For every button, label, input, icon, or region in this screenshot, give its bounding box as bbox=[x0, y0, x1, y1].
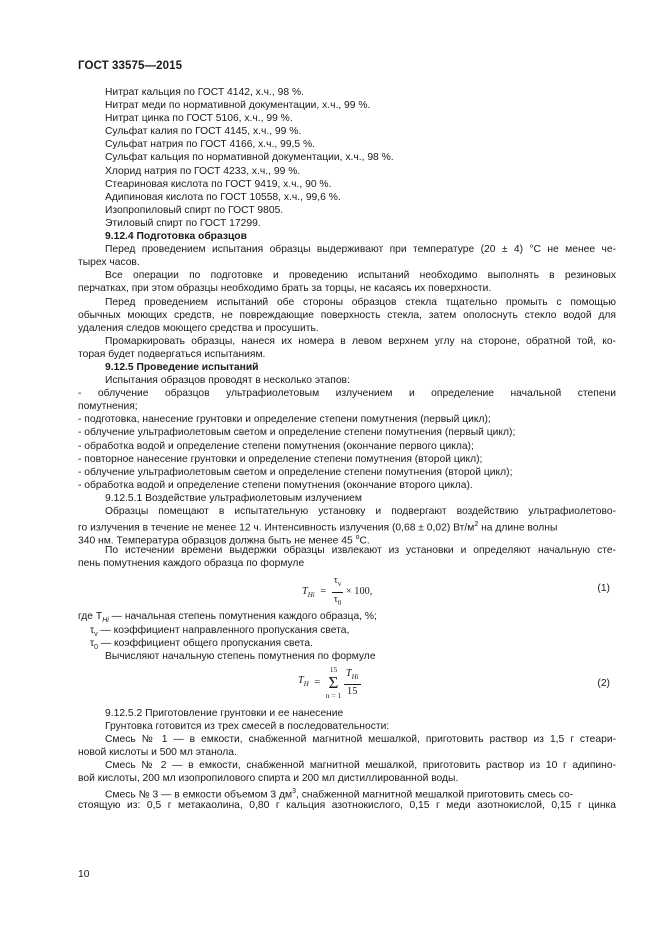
list-item: помутнения; bbox=[78, 401, 138, 413]
paragraph-line: Промаркировать образцы, нанеся их номера в левом верхнем углу на стороне, обратной той, ко- bbox=[105, 335, 616, 347]
reagent-line: Изопропиловый спирт по ГОСТ 9805. bbox=[105, 204, 284, 216]
paragraph-line: Перед проведением испытаний обе стороны образцов стекла тщательно промыть с помощью bbox=[105, 296, 616, 308]
where-line: где $T_{Hi}$ — начальная степень помутнения каждого образца, %; bbox=[78, 611, 377, 625]
reagent-line: Адипиновая кислота по ГОСТ 10558, х.ч., 99,6 %. bbox=[105, 191, 341, 203]
paragraph-line: торая будет подвергаться испытаниям. bbox=[78, 348, 266, 360]
list-item: - повторное нанесение грунтовки и определение степени помутнения (второй цикл); bbox=[78, 453, 483, 465]
list-item: - облучение ультрафиолетовым светом и определение степени помутнения (второй цикл); bbox=[78, 466, 513, 478]
paragraph-line: обычных моющих средств, не повреждающие поверхность стекла, затем ополоснуть стекло водой для bbox=[78, 309, 616, 321]
fraction: $\frac{T_{Hi}}{15}$ bbox=[345, 668, 359, 698]
where-line: $\tau_0$ — коэффициент общего пропускания света. bbox=[90, 637, 313, 651]
list-item: - облучение ультрафиолетовым светом и определение степени помутнения (первый цикл); bbox=[78, 427, 516, 439]
reagent-line: Сульфат кальция по нормативной документации, х.ч., 98 %. bbox=[105, 152, 394, 164]
list-item: - обработка водой и определение степени помутнения (окончание второго цикла). bbox=[78, 479, 473, 491]
paragraph-line: перчатках, при этом образцы необходимо брать за торцы, не касаясь их поверхности. bbox=[78, 283, 492, 295]
paragraph-line: Смесь № 2 — в емкости, снабженной магнитной мешалкой, приготовить раствор из 10 г адипино- bbox=[105, 760, 616, 772]
subsection-heading: 9.12.5.2 Приготовление грунтовки и ее нанесение bbox=[105, 707, 344, 719]
paragraph-line: Грунтовка готовится из трех смесей в последовательности: bbox=[105, 720, 390, 732]
formula-1-body: $T_{Hi}$ = $\frac{\tau_v}{\tau_0}$ × 100, bbox=[302, 574, 372, 609]
fraction: $\frac{\tau_v}{\tau_0}$ bbox=[333, 575, 342, 607]
formula-number: (2) bbox=[597, 677, 610, 689]
paragraph-line: пень помутнения каждого образца по формуле bbox=[78, 558, 305, 570]
list-item: - облучение образцов ультрафиолетовым излучением и определение начальной степени bbox=[78, 388, 616, 400]
where-line: $\tau_v$ — коэффициент направленного пропускания света, bbox=[90, 624, 350, 638]
reagent-line: Нитрат цинка по ГОСТ 5106, х.ч., 99 %. bbox=[105, 113, 293, 125]
reagent-line: Нитрат кальция по ГОСТ 4142, х.ч., 98 %. bbox=[105, 87, 304, 98]
formula-number: (1) bbox=[597, 583, 610, 595]
reagent-line: Сульфат калия по ГОСТ 4145, х.ч., 99 %. bbox=[105, 126, 302, 138]
page-number: 10 bbox=[78, 869, 90, 880]
section-heading: 9.12.5 Проведение испытаний bbox=[105, 361, 259, 373]
document-code-header: ГОСТ 33575—2015 bbox=[78, 60, 183, 72]
formula-2-body: $T_H$ = 15 Σ n = 1 $\frac{T_{Hi}}{15}$ bbox=[298, 664, 359, 700]
subsection-heading: 9.12.5.1 Воздействие ультрафиолетовым излучением bbox=[105, 492, 362, 504]
paragraph-line: Все операции по подготовке и проведению испытаний необходимо выполнять в резиновых bbox=[105, 270, 616, 282]
paragraph-line: стоящую из: 0,5 г метакаолина, 0,80 г кальция азотнокислого, 0,15 г меди азотнокислой, 0,15 г цинка bbox=[78, 799, 616, 811]
paragraph-line: вой кислоты, 200 мл изопропилового спирта и 200 мл дистиллированной воды. bbox=[78, 773, 459, 785]
reagent-line: Нитрат меди по нормативной документации, х.ч., 99 %. bbox=[105, 100, 371, 112]
reagent-line: Сульфат натрия по ГОСТ 4166, х.ч., 99,5 %. bbox=[105, 139, 316, 151]
reagent-line: Стеариновая кислота по ГОСТ 9419, х.ч., 90 %. bbox=[105, 178, 332, 190]
paragraph-line: Вычисляют начальную степень помутнения по формуле bbox=[105, 650, 376, 662]
paragraph-line: Испытания образцов проводят в несколько этапов: bbox=[105, 375, 350, 387]
paragraph-line: Смесь № 3 — в емкости объемом 3 $дм^3$, снабженной магнитной мешалкой приготовить смесь со- bbox=[105, 788, 574, 801]
paragraph-line: Смесь № 1 — в емкости, снабженной магнитной мешалкой, приготовить раствор из 1,5 г стеари- bbox=[105, 734, 616, 746]
formula-1 bbox=[78, 570, 616, 610]
reagent-line: Этиловый спирт по ГОСТ 17299. bbox=[105, 217, 261, 229]
paragraph-line: тырех часов. bbox=[78, 257, 140, 269]
paragraph-line: го излучения в течение не менее 12 ч. Интенсивность излучения (0,68 ± 0,02) $Вт/м^2$ на длине волны bbox=[78, 521, 558, 534]
list-item: - обработка водой и определение степени помутнения (окончание первого цикла); bbox=[78, 440, 474, 452]
sum-symbol: 15 Σ n = 1 bbox=[325, 664, 342, 700]
list-item: - подготовка, нанесение грунтовки и определение степени помутнения (первый цикл); bbox=[78, 414, 491, 426]
paragraph-line: Перед проведением испытания образцы выдерживают при температуре (20 ± 4) °С не менее че- bbox=[105, 244, 616, 256]
paragraph-line: удаления следов моющего средства и просушить. bbox=[78, 322, 319, 334]
reagent-line: Хлорид натрия по ГОСТ 4233, х.ч., 99 %. bbox=[105, 165, 301, 177]
formula-2 bbox=[78, 663, 616, 707]
paragraph-line: новой кислоты и 500 мл этанола. bbox=[78, 747, 237, 759]
paragraph-line: Образцы помещают в испытательную установку и подвергают воздействию ультрафиолетово- bbox=[105, 506, 616, 517]
section-heading: 9.12.4 Подготовка образцов bbox=[105, 231, 247, 243]
paragraph-line: По истечении времени выдержки образцы извлекают из установки и определяют начальную сте- bbox=[105, 545, 616, 557]
document-body bbox=[78, 86, 616, 812]
paragraph-line: 340 нм. Температура образцов должна быть не менее 45 $^о$С. bbox=[78, 534, 370, 547]
